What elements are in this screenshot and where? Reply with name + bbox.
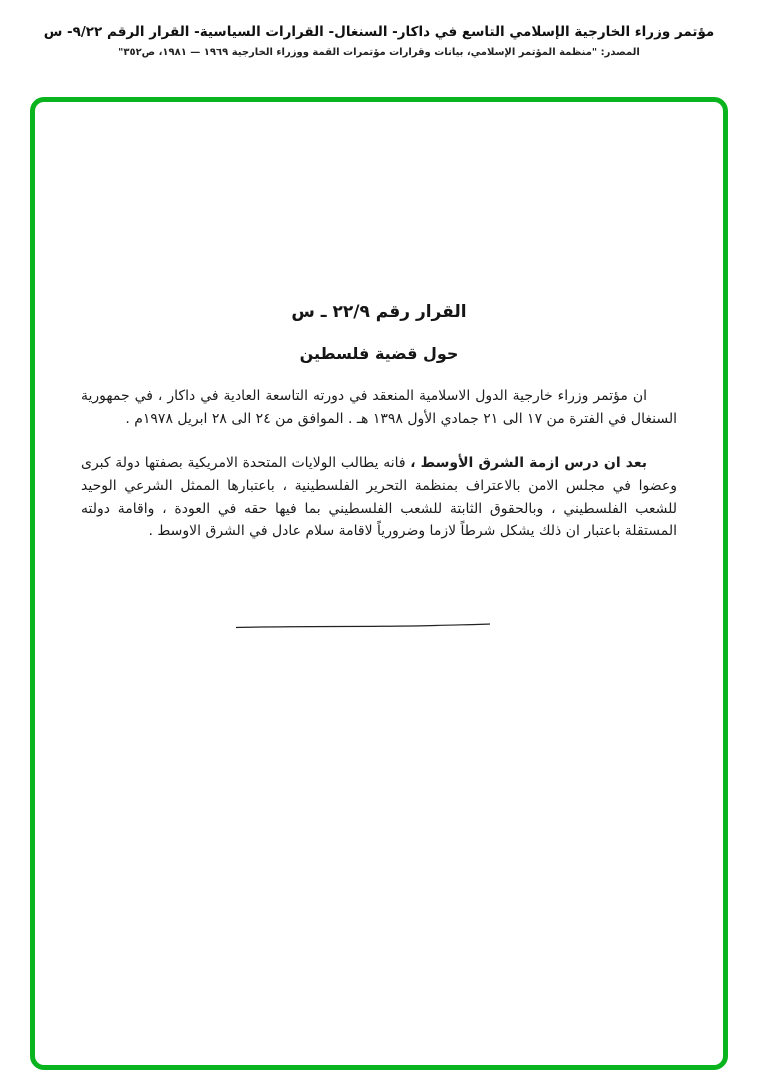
header-title-line: مؤتمر وزراء الخارجية الإسلامي التاسع في داكار- السنغال- القرارات السياسية- القرار الرقم ٩/٢٢- س <box>43 24 715 40</box>
header-source-line: المصدر: "منظمة المؤتمر الإسلامي، بيانات وقرارات مؤتمرات القمة ووزراء الخارجية ١٩٦٩ — ١٩٨١، ص٣٥٢" <box>118 47 640 58</box>
resolution-subject-title: حول قضية فلسطين <box>299 344 459 363</box>
operative-paragraph-rest: فانه يطالب الولايات المتحدة الامريكية بصفتها دولة كبرى وعضوا في مجلس الامن بالاعتراف بمنظمة التحرير الفلسطينية ، باعتبارها الممثل الشرعي الوحيد للشعب الفلسطيني ، وبالحقوق الثابتة للشعب الفلسطيني بما فيها حقه في العودة ، واقامة دولته المستقلة باعتبار ان ذلك يشكل شرطاً لازما وضرورياً لاقامة سلام عادل في الشرق الاوسط . <box>81 455 677 540</box>
document-body <box>35 102 723 634</box>
operative-paragraph <box>81 452 677 543</box>
preamble-paragraph: ان مؤتمر وزراء خارجية الدول الاسلامية المنعقد في دورته التاسعة العادية في داكار ، في جمهورية السنغال في الفترة من ١٧ الى ٢١ جمادي الأول ١٣٩٨ هـ . الموافق من ٢٤ الى ٢٨ ابريل ١٩٧٨م . <box>81 388 677 427</box>
operative-paragraph-lead: بعد ان درس ازمة الشرق الأوسط ، <box>410 455 647 472</box>
end-divider-line <box>235 622 491 630</box>
document-header <box>0 24 758 58</box>
resolution-number-title: القرار رقم ٢٢/٩ ـ س <box>291 302 467 322</box>
end-divider <box>65 615 661 634</box>
document-green-frame <box>30 97 728 1070</box>
